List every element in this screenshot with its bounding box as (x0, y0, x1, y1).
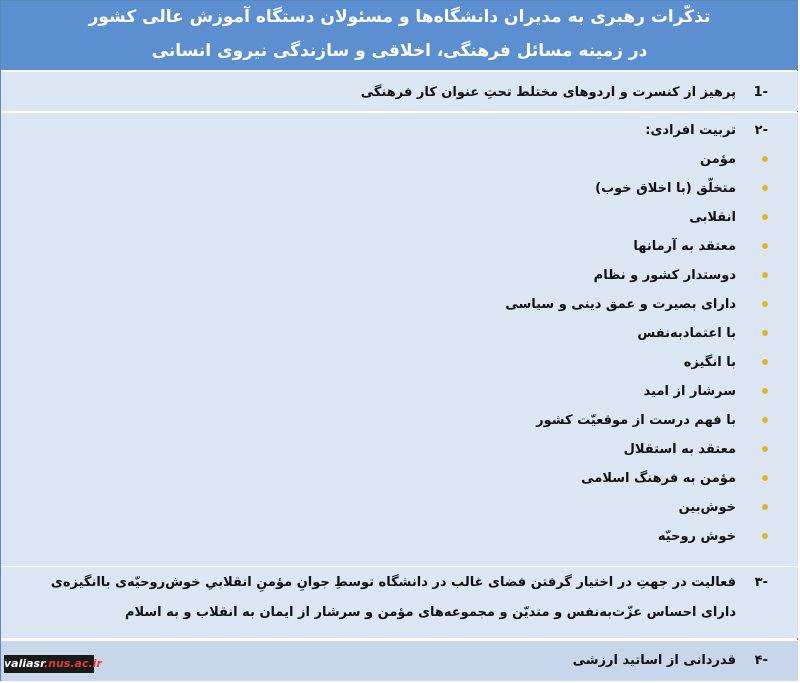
watermark-part1: valiasr (4, 657, 44, 670)
bullet-item (505, 470, 768, 499)
item-number: -۴ (754, 653, 768, 668)
bullet-item (505, 209, 768, 238)
bullet-item (505, 412, 768, 441)
item-number: -۳ (754, 575, 768, 590)
watermark-logo (4, 655, 102, 673)
item-text-continued: دارای احساس عزّت‌به‌نفس و متدیّن و مجموعه‌های مؤمن و سرشار از ایمان به انقلاب و به اسلام (124, 605, 736, 620)
bullet-text: معتقد به استقلال (623, 442, 736, 457)
watermark-part2: .nus.ac.ir (43, 657, 102, 670)
bullet-text: دوستدار کشور و نظام (593, 268, 736, 283)
bullet-item (505, 151, 768, 180)
bullet-dot-icon (762, 243, 768, 249)
bullet-text: دارای بصیرت و عمق دینی و سیاسی (505, 297, 736, 312)
bullet-text: مؤمن به فرهنگ اسلامی (581, 471, 736, 486)
bullet-item (505, 383, 768, 412)
bullet-text: خوش روحیّه (657, 529, 736, 544)
bullet-item (505, 267, 768, 296)
bullet-text: خوش‌بین (678, 500, 736, 515)
item-row-1 (1, 71, 798, 111)
bullet-list (505, 151, 768, 557)
bullet-item (505, 354, 768, 383)
bullet-text: متخلّق (با اخلاق خوب) (595, 181, 736, 196)
bullet-text: با انگیزه (683, 355, 736, 370)
bullet-dot-icon (762, 475, 768, 481)
bullet-dot-icon (762, 272, 768, 278)
bullet-item (505, 180, 768, 209)
bullet-dot-icon (762, 301, 768, 307)
bullet-item (505, 325, 768, 354)
item-row-3 (1, 566, 798, 638)
item-text: پرهیز از کنسرت و اردوهای مختلط تحتِ عنوان کار فرهنگی (360, 85, 736, 100)
bullet-dot-icon (762, 156, 768, 162)
bullet-text: معتقد به آرمانها (633, 239, 736, 254)
bullet-dot-icon (762, 185, 768, 191)
item-row-2 (1, 112, 798, 566)
item-row-4 (1, 640, 798, 681)
bullet-dot-icon (762, 446, 768, 452)
bullet-dot-icon (762, 388, 768, 394)
header-title-line1: تذکّرات رهبری به مدیران دانشگاه‌ها و مسئولان دستگاه آموزش عالی کشور (88, 7, 711, 27)
bullet-text: با اعتمادبه‌نفس (637, 326, 736, 341)
bullet-item (505, 238, 768, 267)
item-text: فعالیت در جهتِ در اختیار گرفتن فضای غالب در دانشگاه توسطِ جوانِ مؤمنِ انقلابیِ خوش‌روحیّه‌ی باانگیزه‌ی (50, 575, 736, 590)
item-number: -1 (753, 85, 768, 100)
bullet-item (505, 528, 768, 557)
bullet-dot-icon (762, 330, 768, 336)
slide-header (1, 1, 798, 70)
bullet-dot-icon (762, 504, 768, 510)
bullet-text: انقلابی (689, 210, 736, 225)
item-text: تربیت افرادی: (645, 123, 736, 138)
item-text: قدردانی از اساتید ارزشی (572, 653, 736, 668)
bullet-item (505, 441, 768, 470)
bullet-text: سرشار از امید (643, 384, 736, 399)
bullet-dot-icon (762, 417, 768, 423)
bullet-text: مؤمن (700, 152, 736, 167)
bullet-item (505, 499, 768, 528)
bullet-dot-icon (762, 533, 768, 539)
bullet-dot-icon (762, 214, 768, 220)
item-number: -۲ (754, 123, 768, 138)
bullet-dot-icon (762, 359, 768, 365)
bullet-item (505, 296, 768, 325)
bullet-text: با فهم درست از موقعیّت کشور (536, 413, 736, 428)
header-title-line2: در زمینه مسائل فرهنگی، اخلاقی و سازندگی نیروی انسانی (151, 41, 648, 61)
